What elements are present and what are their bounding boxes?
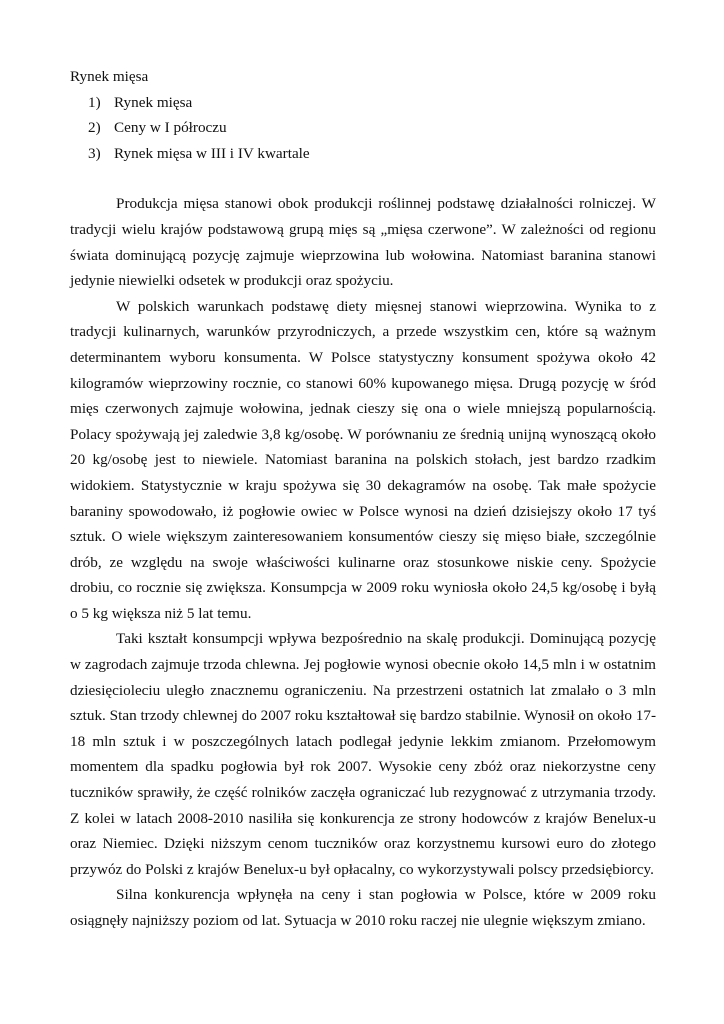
paragraph-competition: Silna konkurencja wpłynęła na ceny i stan pogłowia w Polsce, które w 2009 roku osiągnęły najniższy poziom od lat. Sytuacja w 2010 roku raczej nie ulegnie większym zmiano. <box>70 886 656 929</box>
toc-item <box>70 141 656 167</box>
document-page <box>70 64 656 934</box>
toc-item-number: 1) <box>88 93 101 111</box>
toc-item-label: Rynek mięsa <box>114 93 193 111</box>
toc-item-label: Ceny w I półroczu <box>114 119 227 137</box>
toc-item-number: 3) <box>88 144 101 162</box>
toc-item <box>70 115 656 141</box>
paragraph-meat-production: Produkcja mięsa stanowi obok produkcji roślinnej podstawę działalności rolniczej. W tradycji wielu krajów podstawową grupą mięs są „mięsa czerwone”. W zależności od regionu świata dominującą pozycję zajmuje wieprzowina lub wołowina. Natomiast baranina stanowi jedynie niewielki odsetek w produkcji oraz spożyciu. <box>70 195 656 290</box>
document-title: Rynek mięsa <box>70 68 149 85</box>
toc-item <box>70 90 656 116</box>
toc-item-label: Rynek mięsa w III i IV kwartale <box>114 144 310 162</box>
table-of-contents <box>70 90 656 167</box>
paragraph-production-scale: Taki kształt konsumpcji wpływa bezpośrednio na skalę produkcji. Dominującą pozycję w zagrodach zajmuje trzoda chlewna. Jej pogłowie wynosi obecnie około 14,5 mln i w ostatnim dziesięcioleciu uległo znacznemu ograniczeniu. Na przestrzeni ostatnich lat zmalało o 3 mln sztuk. Stan trzody chlewnej do 2007 roku kształtował się bardzo stabilnie. Wynosił on około 17-18 mln sztuk i w poszczególnych latach podlegał jedynie lekkim zmianom. Przełomowym momentem dla spadku pogłowia był rok 2007. Wysokie ceny zbóż oraz niekorzystne ceny tuczników sprawiły, że część rolników zaczęła ograniczać lub rezygnować z utrzymania trzody. Z kolei w latach 2008-2010 nasiliła się konkurencja ze strony hodowców z krajów Benelux-u oraz Niemiec. Dzięki niższym cenom tuczników oraz korzystnemu kursowi euro do złotego przywóz do Polski z krajów Benelux-u był opłacalny, co wykorzystywali polscy przedsiębiorcy. <box>70 630 656 878</box>
toc-item-number: 2) <box>88 119 101 137</box>
paragraph-polish-consumption: W polskich warunkach podstawę diety mięsnej stanowi wieprzowina. Wynika to z tradycji kulinarnych, warunków przyrodniczych, a przede wszystkim cen, które są ważnym determinantem wyboru konsumenta. W Polsce statystyczny konsument spożywa około 42 kilogramów wieprzowiny rocznie, co stanowi 60% kupowanego mięsa. Drugą pozycję w śród mięs czerwonych zajmuje wołowina, jednak cieszy się ona o wiele mniejszą popularnością. Polacy spożywają jej zaledwie 3,8 kg/osobę. W porównaniu ze średnią unijną wynoszącą około 20 kg/osobę jest to niewiele. Natomiast baranina na polskich stołach, jest bardzo rzadkim widokiem. Statystycznie w kraju spożywa się 30 dekagramów na osobę. Tak małe spożycie baraniny spowodowało, iż pogłowie owiec w Polsce wynosi na dzień dzisiejszy około 17 tyś sztuk. O wiele większym zainteresowaniem konsumentów cieszy się mięso białe, szczególnie drób, ze względu na swoje właściwości kulinarne oraz stosunkowe niskie ceny. Spożycie drobiu, co rocznie się zwiększa. Konsumpcja w 2009 roku wyniosła około 24,5 kg/osobę i byłą o 5 kg większa niż 5 lat temu. <box>70 297 656 622</box>
